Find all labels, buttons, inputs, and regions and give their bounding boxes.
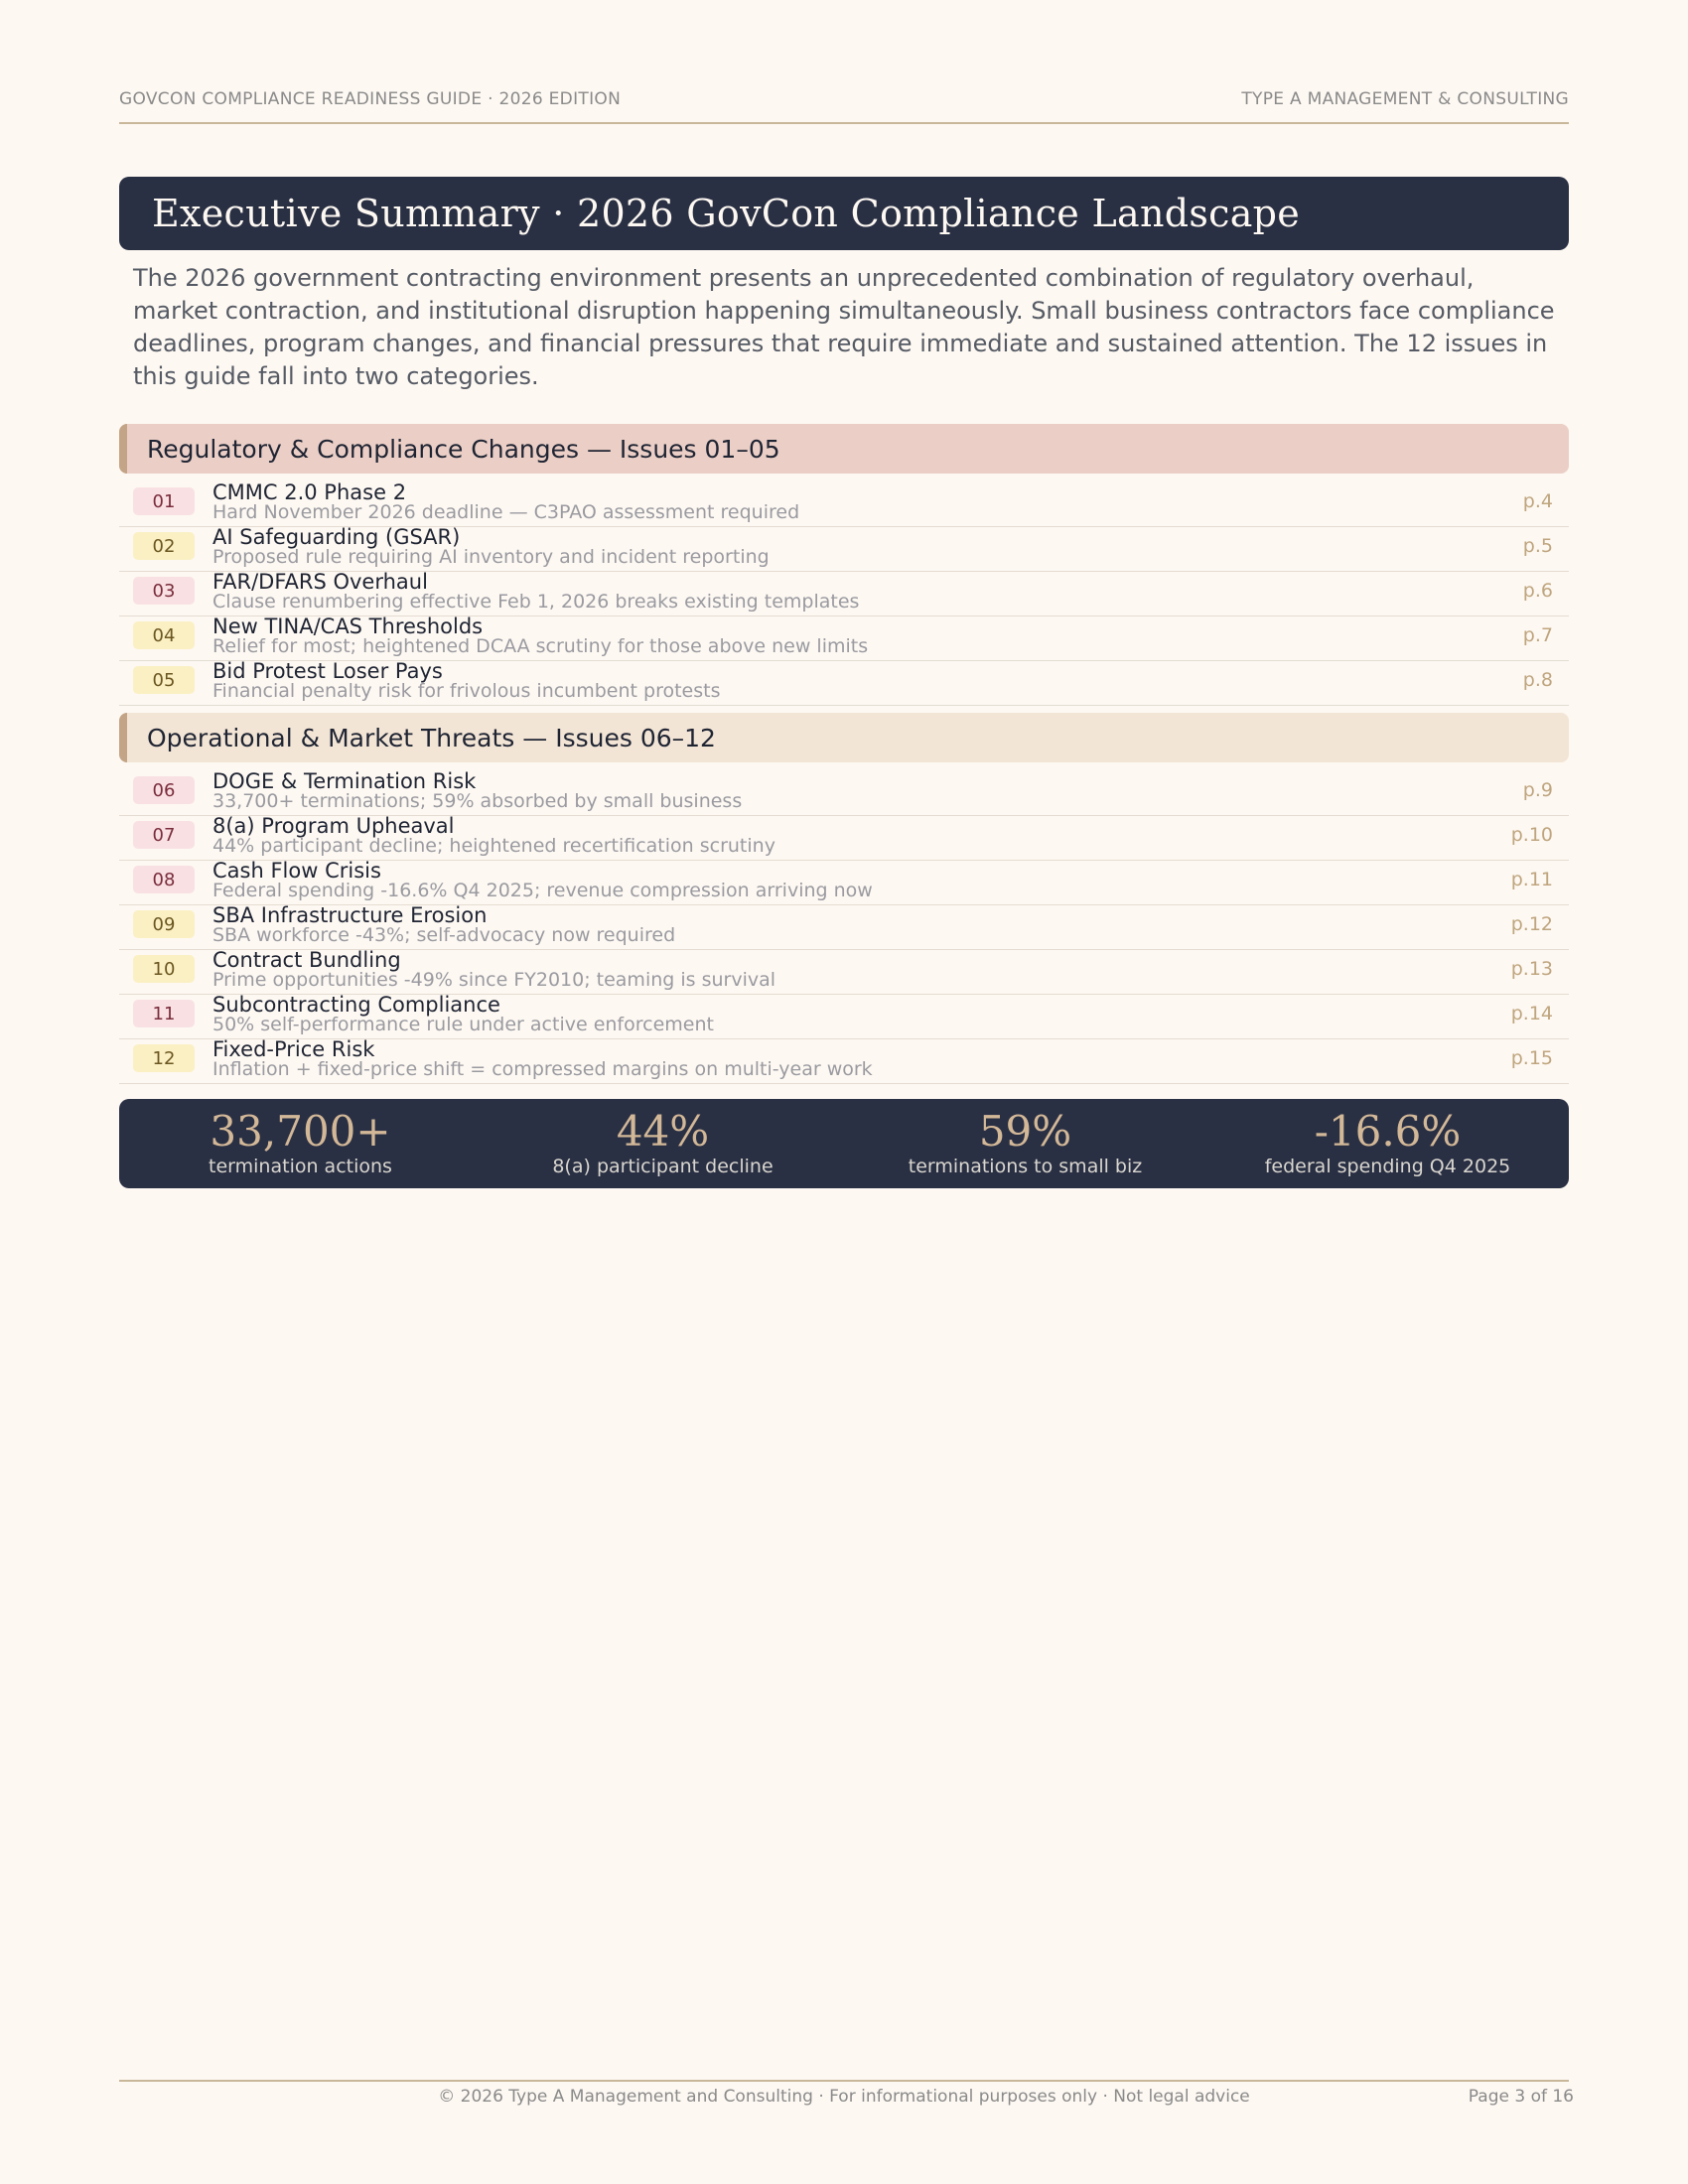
stat-termination-actions bbox=[119, 1107, 482, 1177]
footer-divider bbox=[119, 2080, 1569, 2082]
issue-page-ref[interactable]: p.6 bbox=[1522, 580, 1553, 602]
header-divider bbox=[119, 122, 1569, 124]
section-title: Operational & Market Threats — Issues 06–12 bbox=[147, 723, 716, 752]
issue-number-badge: 03 bbox=[133, 577, 195, 605]
section-header-operational bbox=[119, 713, 1569, 762]
stat-value: 44% bbox=[616, 1107, 710, 1156]
issue-page-ref[interactable]: p.5 bbox=[1522, 535, 1553, 557]
stat-value: 33,700+ bbox=[210, 1107, 391, 1156]
issue-description: 44% participant decline; heightened recertification scrutiny bbox=[212, 835, 775, 857]
issue-page-ref[interactable]: p.15 bbox=[1510, 1047, 1553, 1069]
issue-title: Bid Protest Loser Pays bbox=[212, 659, 443, 683]
stat-label: 8(a) participant decline bbox=[552, 1156, 774, 1177]
issue-description: Federal spending -16.6% Q4 2025; revenue compression arriving now bbox=[212, 880, 873, 901]
issue-page-ref[interactable]: p.9 bbox=[1522, 779, 1553, 801]
issue-row[interactable] bbox=[119, 950, 1569, 995]
page-number: Page 3 of 16 bbox=[1468, 2087, 1574, 2107]
stat-small-biz-terminations bbox=[844, 1107, 1206, 1177]
issue-description: 33,700+ terminations; 59% absorbed by small business bbox=[212, 790, 743, 812]
issue-row[interactable] bbox=[119, 572, 1569, 616]
issue-description: Proposed rule requiring AI inventory and incident reporting bbox=[212, 546, 770, 568]
issue-page-ref[interactable]: p.13 bbox=[1510, 958, 1553, 980]
issue-row[interactable] bbox=[119, 816, 1569, 861]
issue-row[interactable] bbox=[119, 905, 1569, 950]
issue-row[interactable] bbox=[119, 527, 1569, 572]
issue-number-badge: 09 bbox=[133, 910, 195, 938]
issue-description: Prime opportunities -49% since FY2010; teaming is survival bbox=[212, 969, 776, 991]
issue-description: 50% self-performance rule under active enforcement bbox=[212, 1014, 714, 1035]
stat-8a-decline bbox=[482, 1107, 844, 1177]
issue-row[interactable] bbox=[119, 1039, 1569, 1084]
issue-title: New TINA/CAS Thresholds bbox=[212, 614, 484, 638]
issue-page-ref[interactable]: p.12 bbox=[1510, 913, 1553, 935]
issue-number-badge: 11 bbox=[133, 1000, 195, 1027]
page bbox=[119, 0, 1574, 2184]
stat-label: federal spending Q4 2025 bbox=[1264, 1156, 1511, 1177]
issue-page-ref[interactable]: p.8 bbox=[1522, 669, 1553, 691]
stat-value: 59% bbox=[978, 1107, 1072, 1156]
issue-title: SBA Infrastructure Erosion bbox=[212, 903, 488, 927]
issue-row[interactable] bbox=[119, 861, 1569, 905]
issue-title: Contract Bundling bbox=[212, 948, 401, 972]
issue-number-badge: 12 bbox=[133, 1044, 195, 1072]
issue-description: Inflation + fixed-price shift = compressed margins on multi-year work bbox=[212, 1058, 873, 1080]
page-title-banner bbox=[119, 177, 1569, 250]
issue-title: FAR/DFARS Overhaul bbox=[212, 570, 428, 594]
issue-list-regulatory bbox=[119, 482, 1569, 706]
issue-row[interactable] bbox=[119, 995, 1569, 1039]
issue-number-badge: 06 bbox=[133, 776, 195, 804]
footer-disclaimer: © 2026 Type A Management and Consulting · For informational purposes only · Not legal advice bbox=[438, 2087, 1250, 2107]
issue-number-badge: 10 bbox=[133, 955, 195, 983]
section-header-regulatory bbox=[119, 424, 1569, 474]
issue-title: Fixed-Price Risk bbox=[212, 1037, 375, 1061]
stat-label: terminations to small biz bbox=[908, 1156, 1143, 1177]
issue-row[interactable] bbox=[119, 616, 1569, 661]
intro-paragraph: The 2026 government contracting environment presents an unprecedented combination of regulatory overhaul, market contraction, and institutional disruption happening simultaneously. Small business contractors face compliance deadlines, program changes, and financial pressures that require immediate and sustained attention. The 12 issues in this guide fall into two categories. bbox=[133, 264, 1555, 390]
issue-title: AI Safeguarding (GSAR) bbox=[212, 525, 461, 549]
issue-page-ref[interactable]: p.10 bbox=[1510, 824, 1553, 846]
stat-federal-spending bbox=[1206, 1107, 1569, 1177]
issue-number-badge: 02 bbox=[133, 532, 195, 560]
issue-number-badge: 01 bbox=[133, 487, 195, 515]
stat-value: -16.6% bbox=[1314, 1107, 1462, 1156]
key-stats-band bbox=[119, 1099, 1569, 1188]
issue-title: 8(a) Program Upheaval bbox=[212, 814, 455, 838]
issue-page-ref[interactable]: p.11 bbox=[1510, 869, 1553, 890]
issue-number-badge: 08 bbox=[133, 866, 195, 893]
issue-number-badge: 05 bbox=[133, 666, 195, 694]
issue-row[interactable] bbox=[119, 771, 1569, 816]
header-guide-title: GOVCON COMPLIANCE READINESS GUIDE · 2026 EDITION bbox=[119, 89, 622, 109]
issue-number-badge: 07 bbox=[133, 821, 195, 849]
issue-title: Subcontracting Compliance bbox=[212, 993, 500, 1017]
issue-description: Financial penalty risk for frivolous incumbent protests bbox=[212, 680, 721, 702]
issue-title: DOGE & Termination Risk bbox=[212, 769, 477, 793]
stat-label: termination actions bbox=[209, 1156, 392, 1177]
issue-page-ref[interactable]: p.7 bbox=[1522, 624, 1553, 646]
issue-number-badge: 04 bbox=[133, 621, 195, 649]
issue-row[interactable] bbox=[119, 482, 1569, 527]
section-title: Regulatory & Compliance Changes — Issues 01–05 bbox=[147, 434, 780, 464]
issue-title: CMMC 2.0 Phase 2 bbox=[212, 480, 407, 504]
issue-list-operational bbox=[119, 771, 1569, 1084]
issue-description: Hard November 2026 deadline — C3PAO assessment required bbox=[212, 501, 800, 523]
issue-description: SBA workforce -43%; self-advocacy now required bbox=[212, 924, 676, 946]
page-title: Executive Summary · 2026 GovCon Compliance Landscape bbox=[152, 192, 1301, 235]
header-company: TYPE A MANAGEMENT & CONSULTING bbox=[1241, 89, 1569, 109]
issue-description: Clause renumbering effective Feb 1, 2026 breaks existing templates bbox=[212, 591, 860, 613]
issue-page-ref[interactable]: p.14 bbox=[1510, 1003, 1553, 1024]
issue-description: Relief for most; heightened DCAA scrutiny for those above new limits bbox=[212, 635, 869, 657]
issue-title: Cash Flow Crisis bbox=[212, 859, 381, 883]
issue-row[interactable] bbox=[119, 661, 1569, 706]
running-header bbox=[119, 89, 1569, 109]
issue-page-ref[interactable]: p.4 bbox=[1522, 490, 1553, 512]
